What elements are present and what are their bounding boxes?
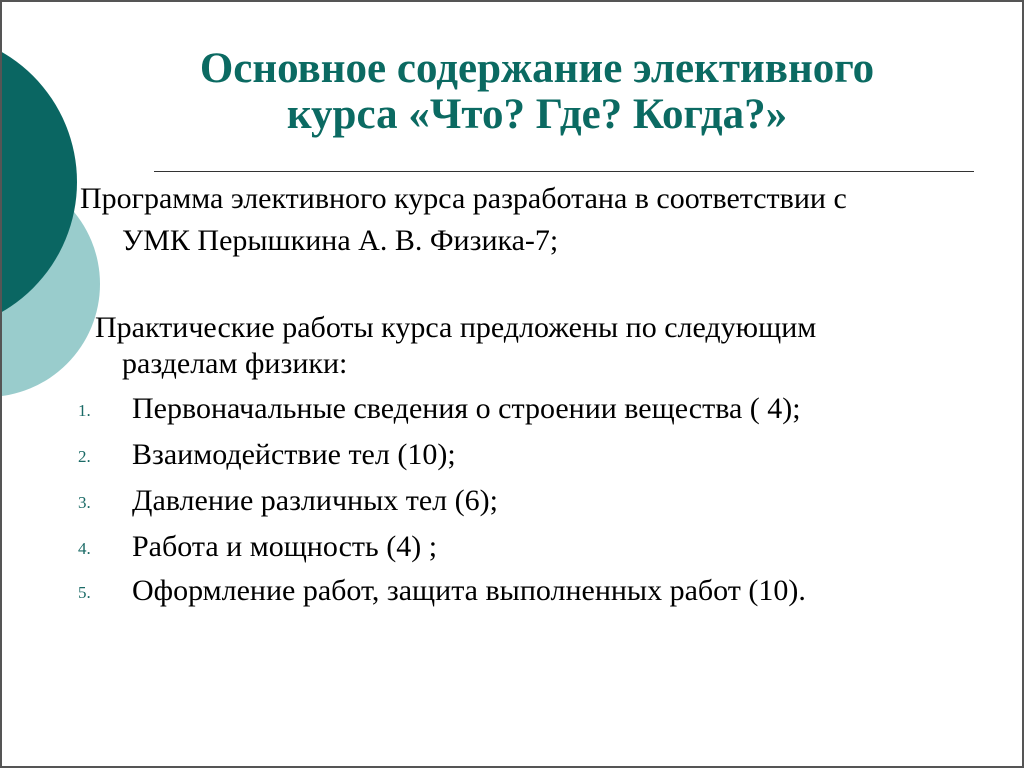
- list-number: 5.: [78, 583, 91, 602]
- list-number: 1.: [78, 401, 91, 420]
- list-number: 2.: [78, 447, 91, 466]
- slide-title: [102, 46, 972, 138]
- list-text: Давление различных тел (6);: [132, 484, 498, 517]
- title-line-1: Основное содержание элективного: [199, 45, 875, 92]
- practical-line-1: Практические работы курса предложены по следующим: [95, 311, 817, 344]
- list-text: Первоначальные сведения о строении вещества ( 4);: [132, 392, 801, 425]
- list-text: Работа и мощность (4) ;: [132, 530, 438, 563]
- practical-line-2: разделам физики:: [122, 347, 348, 380]
- list-number: 3.: [78, 493, 91, 512]
- title-divider: [154, 171, 974, 172]
- list-text: Взаимодействие тел (10);: [132, 438, 456, 471]
- list-number: 4.: [78, 539, 91, 558]
- title-line-2: курса «Что? Где? Когда?»: [286, 91, 788, 138]
- intro-line-2: УМК Перышкина А. В. Физика-7;: [122, 224, 559, 257]
- intro-line-1: Программа элективного курса разработана в соответствии с: [80, 182, 847, 215]
- list-text: Оформление работ, защита выполненных работ (10).: [132, 574, 806, 607]
